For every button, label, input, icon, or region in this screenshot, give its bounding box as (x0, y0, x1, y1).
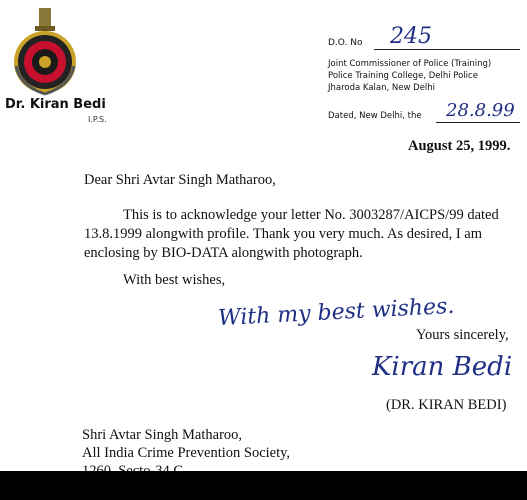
closing-wishes: With best wishes, (123, 272, 226, 288)
salutation: Dear Shri Avtar Singh Matharoo, (84, 172, 276, 188)
signature: Kiran Bedi (372, 352, 513, 382)
office-line-1: Joint Commissioner of Police (Training) (328, 59, 492, 69)
letterhead-name: Dr. Kiran Bedi (5, 97, 106, 112)
office-line-2: Police Training College, Delhi Police (328, 71, 478, 81)
dated-underline (436, 122, 520, 123)
recipient-line-2: All India Crime Prevention Society, (82, 445, 291, 461)
closing: Yours sincerely, (416, 327, 509, 343)
do-underline (374, 49, 520, 50)
letter-body: This is to acknowledge your letter No. 3003287/AICPS/99 dated 13.8.1999 alongwith profile. Thank you very much. As desired, I am enclosing by BIO-DATA alongwith photograph. (84, 207, 499, 261)
scan-footer-band (0, 471, 527, 500)
dated-handwritten: 28.8.99 (446, 100, 515, 121)
recipient-line-1: Shri Avtar Singh Matharoo, (82, 427, 243, 443)
letter-date: August 25, 1999. (408, 138, 511, 154)
do-label: D.O. No (328, 38, 363, 48)
office-line-3: Jharoda Kalan, New Delhi (328, 83, 436, 93)
do-number: 245 (390, 24, 432, 49)
handwritten-note: With my best wishes. (217, 293, 455, 332)
signatory-name: (DR. KIRAN BEDI) (386, 397, 507, 413)
letterhead-credential: I.P.S. (88, 115, 107, 124)
police-emblem-icon (10, 6, 80, 98)
dated-label: Dated, New Delhi, the (328, 111, 422, 121)
